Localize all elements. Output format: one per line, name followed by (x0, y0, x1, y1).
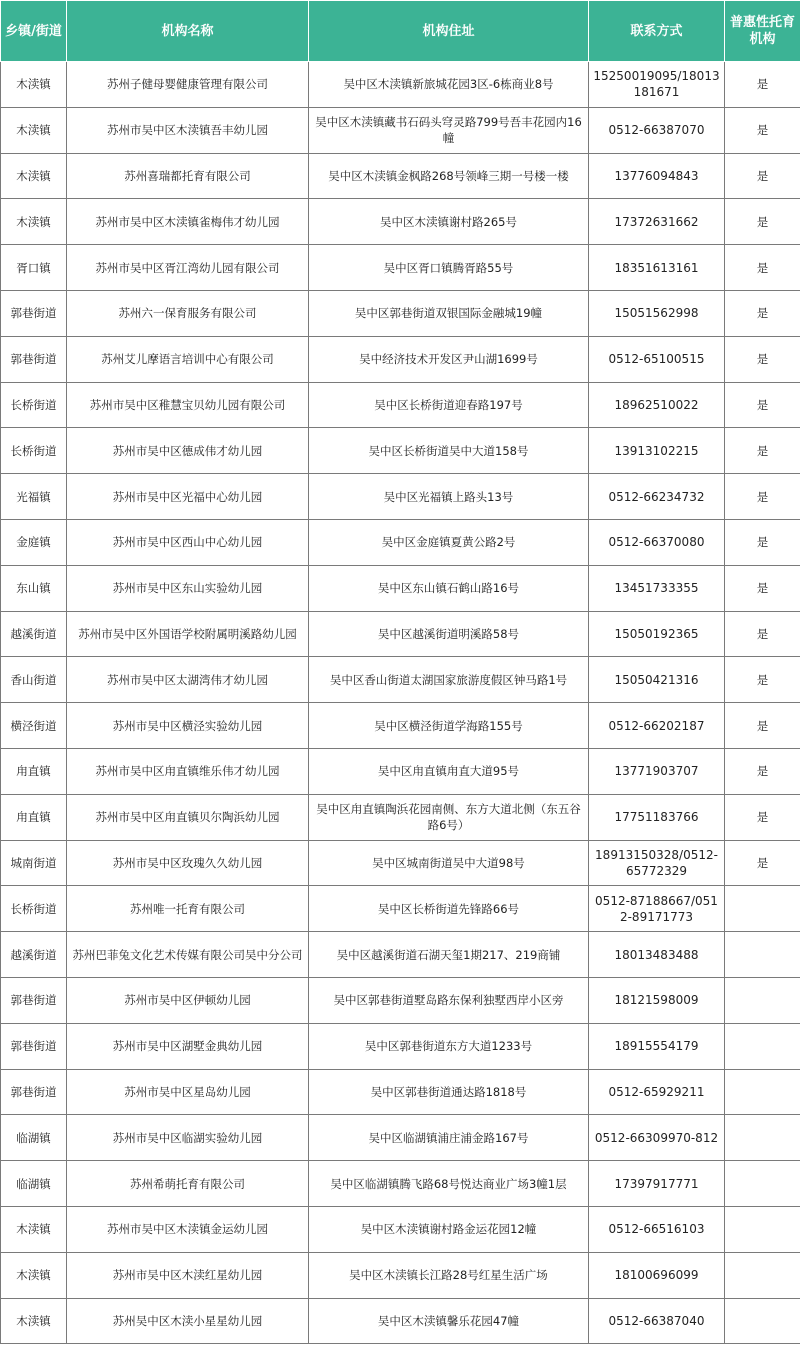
cell-address: 吴中区越溪街道明溪路58号 (309, 611, 589, 657)
cell-town: 城南街道 (1, 840, 67, 886)
cell-name: 苏州市吴中区临湖实验幼儿园 (67, 1115, 309, 1161)
cell-phone: 0512-66370080 (589, 519, 725, 565)
cell-inclusive: 是 (725, 794, 800, 840)
cell-town: 郭巷街道 (1, 336, 67, 382)
cell-inclusive: 是 (725, 611, 800, 657)
cell-town: 光福镇 (1, 474, 67, 520)
cell-name: 苏州市吴中区稚慧宝贝幼儿园有限公司 (67, 382, 309, 428)
cell-name: 苏州艾儿摩语言培训中心有限公司 (67, 336, 309, 382)
cell-address: 吴中区木渎镇谢村路金运花园12幢 (309, 1206, 589, 1252)
cell-town: 木渎镇 (1, 1252, 67, 1298)
cell-name: 苏州市吴中区西山中心幼儿园 (67, 519, 309, 565)
table-row (1, 657, 800, 703)
table-row (1, 107, 800, 153)
table-row (1, 932, 800, 978)
cell-inclusive (725, 1161, 800, 1207)
table-row (1, 474, 800, 520)
table-row (1, 336, 800, 382)
cell-phone: 18121598009 (589, 977, 725, 1023)
table-row (1, 565, 800, 611)
cell-phone: 18100696099 (589, 1252, 725, 1298)
cell-inclusive: 是 (725, 565, 800, 611)
cell-town: 横泾街道 (1, 703, 67, 749)
cell-address: 吴中区金庭镇夏黄公路2号 (309, 519, 589, 565)
cell-name: 苏州六一保育服务有限公司 (67, 290, 309, 336)
cell-phone: 0512-65929211 (589, 1069, 725, 1115)
cell-name: 苏州市吴中区木渎镇雀梅伟才幼儿园 (67, 199, 309, 245)
cell-address: 吴中区木渎镇馨乐花园47幢 (309, 1298, 589, 1344)
cell-phone: 0512-66516103 (589, 1206, 725, 1252)
cell-inclusive: 是 (725, 245, 800, 291)
cell-address: 吴中区甪直镇甪直大道95号 (309, 748, 589, 794)
cell-name: 苏州市吴中区东山实验幼儿园 (67, 565, 309, 611)
cell-address: 吴中区木渎镇藏书石码头穹灵路799号吾丰花园内16幢 (309, 107, 589, 153)
table-row (1, 382, 800, 428)
cell-name: 苏州市吴中区外国语学校附属明溪路幼儿园 (67, 611, 309, 657)
table-row (1, 703, 800, 749)
cell-town: 木渎镇 (1, 1206, 67, 1252)
cell-town: 越溪街道 (1, 932, 67, 978)
header-town: 乡镇/街道 (1, 1, 67, 62)
cell-town: 胥口镇 (1, 245, 67, 291)
cell-inclusive: 是 (725, 336, 800, 382)
cell-address: 吴中区越溪街道石湖天玺1期217、219商铺 (309, 932, 589, 978)
cell-address: 吴中区长桥街道迎春路197号 (309, 382, 589, 428)
cell-town: 木渎镇 (1, 107, 67, 153)
cell-address: 吴中区甪直镇陶浜花园南侧、东方大道北侧（东五谷路6号） (309, 794, 589, 840)
cell-town: 长桥街道 (1, 886, 67, 932)
cell-town: 郭巷街道 (1, 977, 67, 1023)
cell-address: 吴中区木渎镇金枫路268号领峰三期一号楼一楼 (309, 153, 589, 199)
header-inclusive: 普惠性托育机构 (725, 1, 800, 62)
cell-address: 吴中区胥口镇腾胥路55号 (309, 245, 589, 291)
cell-inclusive: 是 (725, 474, 800, 520)
table-row (1, 62, 800, 108)
cell-name: 苏州市吴中区甪直镇贝尔陶浜幼儿园 (67, 794, 309, 840)
cell-name: 苏州市吴中区胥江湾幼儿园有限公司 (67, 245, 309, 291)
cell-name: 苏州希萌托育有限公司 (67, 1161, 309, 1207)
cell-inclusive (725, 1206, 800, 1252)
cell-name: 苏州吴中区木渎小星星幼儿园 (67, 1298, 309, 1344)
cell-inclusive: 是 (725, 519, 800, 565)
cell-town: 香山街道 (1, 657, 67, 703)
cell-name: 苏州市吴中区伊顿幼儿园 (67, 977, 309, 1023)
cell-name: 苏州巴菲兔文化艺术传媒有限公司吴中分公司 (67, 932, 309, 978)
cell-town: 临湖镇 (1, 1161, 67, 1207)
table-row (1, 840, 800, 886)
cell-inclusive (725, 1252, 800, 1298)
table-row (1, 245, 800, 291)
cell-address: 吴中区城南街道吴中大道98号 (309, 840, 589, 886)
table-row (1, 1298, 800, 1344)
cell-town: 甪直镇 (1, 748, 67, 794)
cell-phone: 18013483488 (589, 932, 725, 978)
cell-town: 越溪街道 (1, 611, 67, 657)
cell-town: 金庭镇 (1, 519, 67, 565)
table-row (1, 199, 800, 245)
cell-address: 吴中区木渎镇谢村路265号 (309, 199, 589, 245)
cell-name: 苏州子健母婴健康管理有限公司 (67, 62, 309, 108)
cell-phone: 18913150328/0512-65772329 (589, 840, 725, 886)
cell-town: 木渎镇 (1, 1298, 67, 1344)
header-name: 机构名称 (67, 1, 309, 62)
cell-inclusive: 是 (725, 382, 800, 428)
cell-town: 临湖镇 (1, 1115, 67, 1161)
cell-phone: 15051562998 (589, 290, 725, 336)
table-row (1, 428, 800, 474)
table-row (1, 519, 800, 565)
cell-name: 苏州市吴中区玫瑰久久幼儿园 (67, 840, 309, 886)
table-body (1, 62, 800, 1344)
cell-name: 苏州市吴中区木渎红星幼儿园 (67, 1252, 309, 1298)
cell-name: 苏州唯一托育有限公司 (67, 886, 309, 932)
cell-town: 木渎镇 (1, 199, 67, 245)
cell-town: 东山镇 (1, 565, 67, 611)
cell-inclusive: 是 (725, 657, 800, 703)
cell-address: 吴中区香山街道太湖国家旅游度假区钟马路1号 (309, 657, 589, 703)
cell-address: 吴中区横泾街道学海路155号 (309, 703, 589, 749)
cell-address: 吴中区郭巷街道通达路1818号 (309, 1069, 589, 1115)
cell-phone: 18915554179 (589, 1023, 725, 1069)
cell-name: 苏州市吴中区湖墅金典幼儿园 (67, 1023, 309, 1069)
cell-phone: 0512-66387070 (589, 107, 725, 153)
cell-inclusive: 是 (725, 748, 800, 794)
cell-address: 吴中区东山镇石鹤山路16号 (309, 565, 589, 611)
cell-town: 木渎镇 (1, 62, 67, 108)
cell-town: 郭巷街道 (1, 1023, 67, 1069)
cell-phone: 17751183766 (589, 794, 725, 840)
cell-phone: 0512-66234732 (589, 474, 725, 520)
cell-inclusive (725, 1298, 800, 1344)
cell-address: 吴中区光福镇上路头13号 (309, 474, 589, 520)
cell-town: 长桥街道 (1, 428, 67, 474)
cell-name: 苏州市吴中区德成伟才幼儿园 (67, 428, 309, 474)
cell-address: 吴中区长桥街道吴中大道158号 (309, 428, 589, 474)
cell-inclusive (725, 1069, 800, 1115)
cell-town: 木渎镇 (1, 153, 67, 199)
cell-inclusive: 是 (725, 107, 800, 153)
table-row (1, 611, 800, 657)
cell-phone: 17397917771 (589, 1161, 725, 1207)
cell-phone: 13776094843 (589, 153, 725, 199)
cell-phone: 15050421316 (589, 657, 725, 703)
cell-inclusive: 是 (725, 703, 800, 749)
cell-name: 苏州市吴中区甪直镇维乐伟才幼儿园 (67, 748, 309, 794)
table-row (1, 886, 800, 932)
cell-inclusive (725, 1115, 800, 1161)
cell-town: 长桥街道 (1, 382, 67, 428)
cell-phone: 0512-87188667/0512-89171773 (589, 886, 725, 932)
cell-address: 吴中区郭巷街道东方大道1233号 (309, 1023, 589, 1069)
header-address: 机构住址 (309, 1, 589, 62)
cell-inclusive (725, 932, 800, 978)
cell-phone: 13451733355 (589, 565, 725, 611)
cell-name: 苏州市吴中区木渎镇吾丰幼儿园 (67, 107, 309, 153)
table-row (1, 1069, 800, 1115)
cell-inclusive: 是 (725, 62, 800, 108)
table-row (1, 748, 800, 794)
cell-phone: 0512-66387040 (589, 1298, 725, 1344)
table-row (1, 1161, 800, 1207)
table-header (1, 1, 800, 62)
table-row (1, 153, 800, 199)
cell-address: 吴中区郭巷街道双银国际金融城19幢 (309, 290, 589, 336)
cell-address: 吴中区长桥街道先锋路66号 (309, 886, 589, 932)
cell-phone: 18962510022 (589, 382, 725, 428)
cell-inclusive: 是 (725, 428, 800, 474)
cell-inclusive: 是 (725, 199, 800, 245)
table-row (1, 1023, 800, 1069)
cell-address: 吴中区临湖镇腾飞路68号悦达商业广场3幢1层 (309, 1161, 589, 1207)
cell-town: 甪直镇 (1, 794, 67, 840)
cell-phone: 0512-66309970-812 (589, 1115, 725, 1161)
cell-phone: 15250019095/18013181671 (589, 62, 725, 108)
cell-inclusive: 是 (725, 840, 800, 886)
cell-name: 苏州市吴中区太湖湾伟才幼儿园 (67, 657, 309, 703)
cell-address: 吴中经济技术开发区尹山湖1699号 (309, 336, 589, 382)
cell-phone: 18351613161 (589, 245, 725, 291)
cell-phone: 15050192365 (589, 611, 725, 657)
cell-address: 吴中区郭巷街道墅岛路东保利独墅西岸小区旁 (309, 977, 589, 1023)
table-row (1, 1115, 800, 1161)
cell-name: 苏州市吴中区横泾实验幼儿园 (67, 703, 309, 749)
cell-inclusive (725, 886, 800, 932)
cell-address: 吴中区木渎镇新旅城花园3区-6栋商业8号 (309, 62, 589, 108)
cell-phone: 17372631662 (589, 199, 725, 245)
cell-inclusive (725, 977, 800, 1023)
cell-address: 吴中区临湖镇浦庄浦金路167号 (309, 1115, 589, 1161)
cell-phone: 0512-65100515 (589, 336, 725, 382)
cell-name: 苏州市吴中区光福中心幼儿园 (67, 474, 309, 520)
table-row (1, 1252, 800, 1298)
table-row (1, 290, 800, 336)
cell-town: 郭巷街道 (1, 290, 67, 336)
cell-inclusive: 是 (725, 153, 800, 199)
cell-phone: 0512-66202187 (589, 703, 725, 749)
table-row (1, 977, 800, 1023)
cell-inclusive: 是 (725, 290, 800, 336)
cell-name: 苏州市吴中区木渎镇金运幼儿园 (67, 1206, 309, 1252)
header-contact: 联系方式 (589, 1, 725, 62)
cell-name: 苏州喜瑞都托育有限公司 (67, 153, 309, 199)
header-row (1, 1, 800, 62)
cell-phone: 13913102215 (589, 428, 725, 474)
cell-inclusive (725, 1023, 800, 1069)
cell-phone: 13771903707 (589, 748, 725, 794)
cell-name: 苏州市吴中区星岛幼儿园 (67, 1069, 309, 1115)
table-row (1, 794, 800, 840)
cell-town: 郭巷街道 (1, 1069, 67, 1115)
cell-address: 吴中区木渎镇长江路28号红星生活广场 (309, 1252, 589, 1298)
table-row (1, 1206, 800, 1252)
